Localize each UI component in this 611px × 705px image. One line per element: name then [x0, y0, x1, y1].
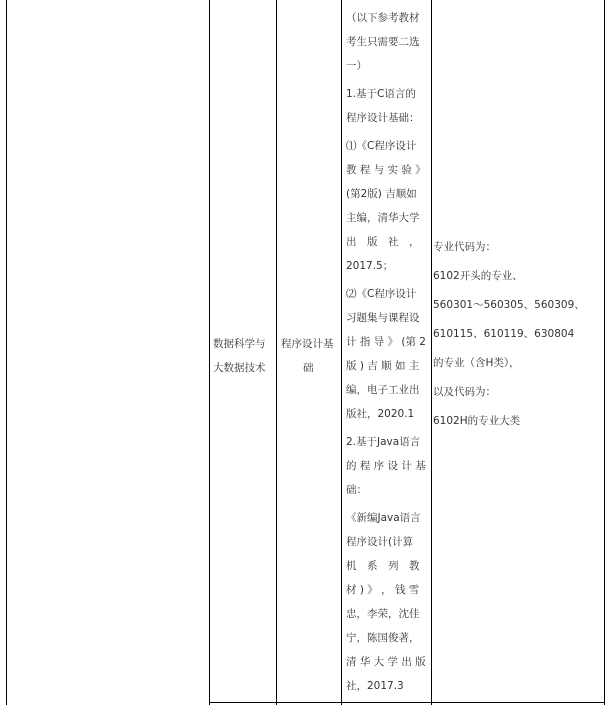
textbook-line: (第2版) 吉顺如 [346, 188, 417, 200]
subject-cell [281, 332, 341, 380]
textbook-line: 版 ) 吉 顺 如 主 [346, 360, 420, 372]
textbook-line: ⑴《C程序设计 [346, 140, 417, 152]
textbook-line: ⑵《C程序设计 [346, 288, 417, 300]
textbook-line: 版社，2020.1 [346, 408, 415, 420]
subject-line-2: 础 [303, 362, 314, 374]
textbook-line: 1.基于C语言的 [346, 88, 416, 100]
textbook-line: 程序设计(计算 [346, 536, 414, 548]
major-line-2: 大数据技术 [213, 362, 266, 374]
requirement-line: 以及代码为： [433, 386, 496, 398]
textbook-line: 2017.5； [346, 260, 394, 272]
subject-line-1: 程序设计基 [281, 338, 334, 350]
requirement-line: 6102开头的专业、 [433, 270, 523, 282]
textbook-line: 机 系 列 教 [346, 560, 420, 572]
textbook-line: 材 ) 》 ， 钱 雪 [346, 584, 420, 596]
major-cell [213, 332, 275, 380]
requirements-cell [433, 235, 609, 438]
requirement-line: 专业代码为： [433, 241, 496, 253]
textbook-line: 考生只需要二选 [346, 36, 420, 48]
textbook-line: 《新编Java语言 [346, 512, 421, 524]
requirement-line: 560301～560305、560309、 [433, 299, 585, 311]
table-border-subject-left [276, 0, 277, 705]
table-border-textbook-left [341, 0, 342, 705]
requirement-line: 6102H的专业大类 [433, 415, 521, 427]
textbook-line: 忠，李荣，沈佳 [346, 608, 420, 620]
table-row-bottom-border [209, 702, 605, 703]
textbook-line: 清 华 大 学 出 版 [346, 656, 426, 668]
requirement-line: 的专业（含H类）， [433, 357, 520, 369]
textbook-line: 教 程 与 实 验 》 [346, 164, 426, 176]
textbook-line: 程序设计基础： [346, 112, 420, 124]
table-border-textbook-right [431, 0, 432, 705]
textbook-line: 社，2017.3 [346, 680, 404, 692]
textbook-line: 出 版 社 ， [346, 236, 420, 248]
requirement-line: 610115、610119、630804 [433, 328, 575, 340]
textbook-line: 一） [346, 60, 367, 72]
textbook-line: 2.基于Java语言 [346, 436, 421, 448]
textbook-line: 础： [346, 484, 367, 496]
textbook-line: 计 指 导 》 (第 2 [346, 336, 426, 348]
textbook-line: （以下参考教材 [346, 12, 420, 24]
table-border-left [6, 0, 7, 705]
textbook-line: 编，电子工业出 [346, 384, 420, 396]
textbook-cell [346, 6, 430, 698]
table-border-major-left [209, 0, 210, 705]
textbook-line: 主编，清华大学 [346, 212, 420, 224]
textbook-line: 习题集与课程设 [346, 312, 420, 324]
textbook-line: 宁，陈国俊著， [346, 632, 420, 644]
major-line-1: 数据科学与 [213, 338, 266, 350]
textbook-line: 的 程 序 设 计 基 [346, 460, 426, 472]
